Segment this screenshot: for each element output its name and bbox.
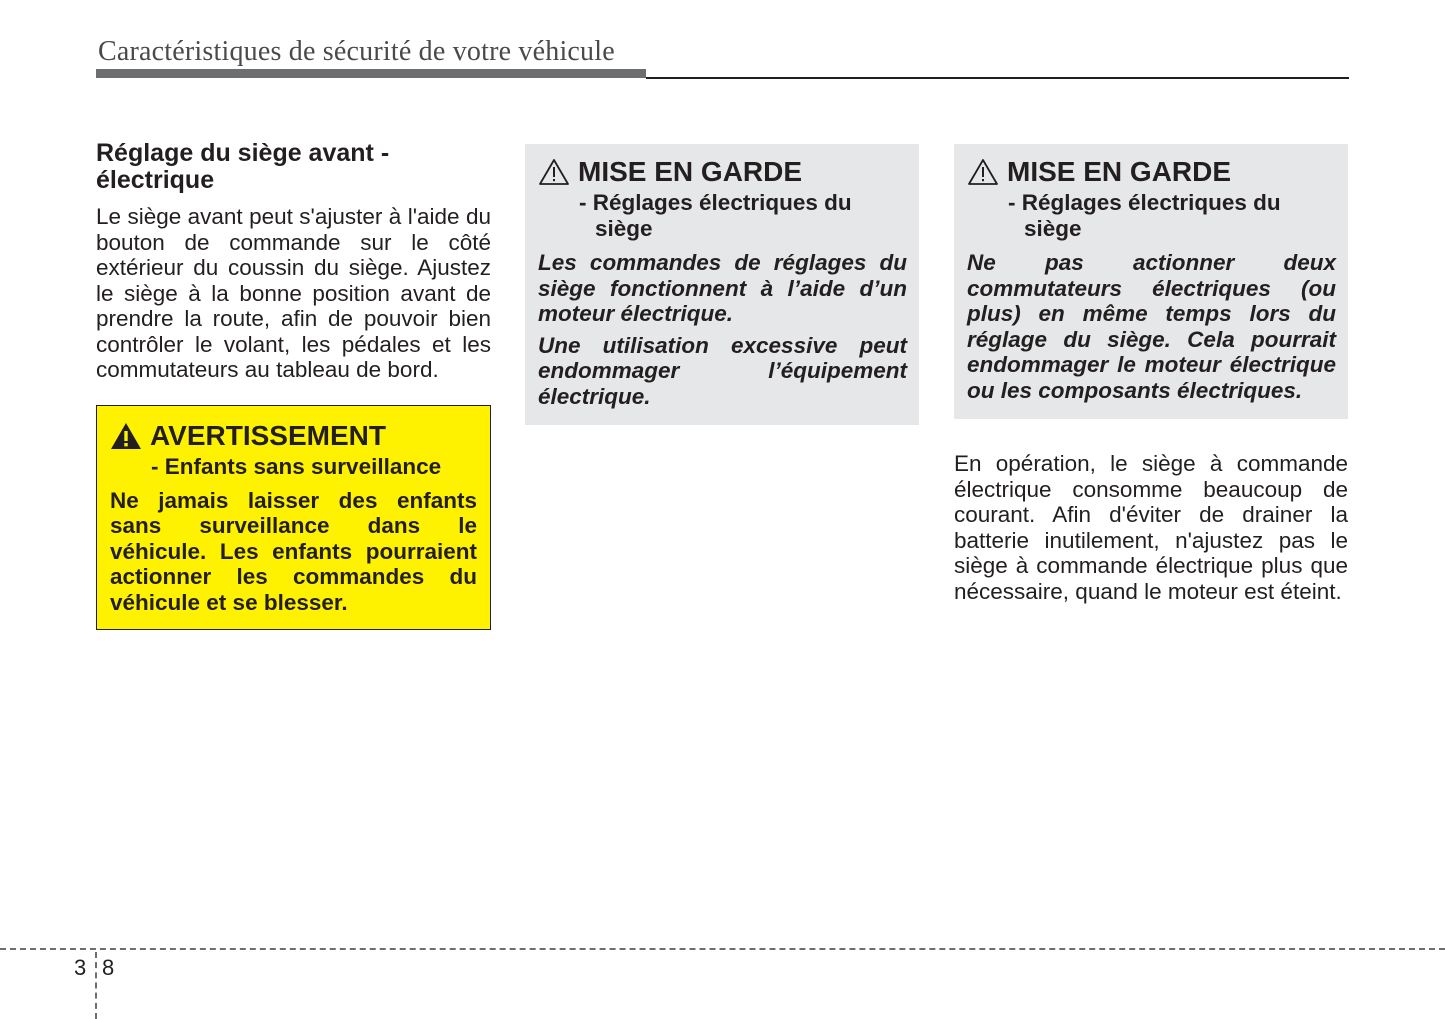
header-rule-thick bbox=[96, 69, 646, 78]
caution-box-1 bbox=[525, 144, 919, 425]
page-number: 8 bbox=[102, 955, 115, 980]
left-column bbox=[96, 140, 491, 630]
caution-box-2 bbox=[954, 144, 1348, 419]
caution-triangle-outline-icon bbox=[967, 158, 999, 186]
caution-subtitle-2: - Réglages électriques du siège bbox=[1008, 190, 1281, 241]
section-heading: Réglage du siège avant - électrique bbox=[96, 139, 390, 194]
caution-subtitle-1: - Réglages électriques du siège bbox=[579, 190, 852, 241]
warning-body: Ne jamais laisser des enfants sans surveillance dans le véhicule. Les enfants pourraient actionner les commandes du véhicule et se blesser. bbox=[110, 487, 477, 615]
caution-body-2: Ne pas actionner deux commutateurs électriques (ou plus) en même temps lors du réglage du siège. Cela pourrait endommager le moteur électrique ou les composants électriques. bbox=[967, 250, 1336, 403]
header-rule-thin bbox=[646, 77, 1349, 79]
running-header-title: Caractéristiques de sécurité de votre véhicule bbox=[98, 36, 615, 67]
caution-title-row-1 bbox=[538, 156, 907, 188]
right-column bbox=[954, 144, 1348, 604]
warning-subtitle: - Enfants sans surveillance bbox=[151, 453, 442, 479]
footer-dashed-rule bbox=[0, 948, 1445, 950]
warning-triangle-filled-icon bbox=[110, 422, 142, 450]
caution-title-1: MISE EN GARDE bbox=[578, 156, 803, 187]
caution-title-2: MISE EN GARDE bbox=[1007, 156, 1232, 187]
caution-body-1-para-1: Les commandes de réglages du siège fonctionnent à l’aide d’un moteur électrique. bbox=[538, 250, 907, 326]
note-paragraph: En opération, le siège à commande électrique consomme beaucoup de courant. Afin d'éviter de drainer la batterie inutilement, n'ajustez pas le siège à commande électrique plus que nécessaire, quand le moteur est éteint. bbox=[954, 451, 1348, 604]
warning-title-row bbox=[110, 420, 477, 452]
caution-body-1-para-2: Une utilisation excessive peut endommager l’équipement électrique. bbox=[538, 332, 907, 409]
page-chapter-number: 3 bbox=[74, 955, 87, 980]
footer-vertical-dashed-rule bbox=[95, 952, 97, 1019]
middle-column bbox=[525, 144, 919, 425]
warning-title: AVERTISSEMENT bbox=[150, 419, 386, 451]
section-body: Le siège avant peut s'ajuster à l'aide du bouton de commande sur le côté extérieur du coussin du siège. Ajustez le siège à la bonne position avant de prendre la route, afin de pouvoir bien contrôler le volant, les pédales et les commutateurs au tableau de bord. bbox=[96, 204, 491, 382]
warning-box bbox=[96, 405, 491, 631]
caution-title-row-2 bbox=[967, 156, 1336, 188]
caution-triangle-outline-icon bbox=[538, 158, 570, 186]
